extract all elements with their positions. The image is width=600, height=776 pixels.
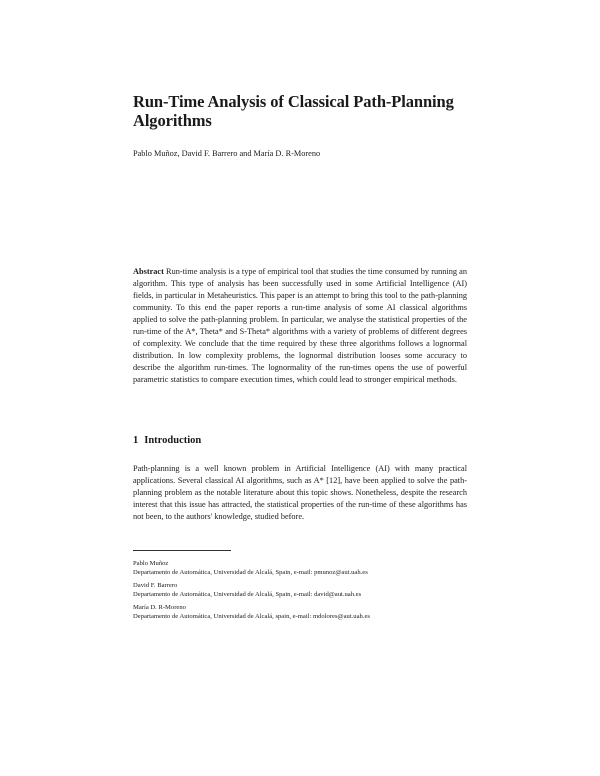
abstract — [133, 266, 467, 386]
footnote-affiliation: Departamento de Automática, Universidad de Alcalá, Spain, e-mail: pmunoz@aut.uah.es — [133, 569, 368, 577]
footnote-item — [133, 559, 503, 577]
paper-title: Run-Time Analysis of Classical Path-Planning Algorithms — [133, 92, 454, 130]
footnote-item — [133, 603, 503, 621]
author-list: Pablo Muñoz, David F. Barrero and María D. R-Moreno — [133, 149, 321, 158]
section-heading — [133, 435, 201, 446]
footnote-divider — [133, 550, 231, 551]
footnote-author-name: David F. Barrero — [133, 582, 178, 589]
footnote-affiliation: Departamento de Automática, Universidad de Alcalá, spain, e-mail: mdolores@aut.uah.es — [133, 613, 370, 621]
section-number: 1 — [133, 435, 139, 446]
introduction-paragraph: Path-planning is a well known problem in Artificial Intelligence (AI) with many practical applications. Several classical AI algorithms, such as A* [12], have been applied to solve the path-planning problem as the notable literature about this topic shows. Nonetheless, despite the research interest that this issue has attracted, the statistical properties of the run-time of these algorithms has not been, to the authors' knowledge, studied before. — [133, 464, 467, 522]
abstract-text: Run-time analysis is a type of empirical tool that studies the time consumed by running an algorithm. This type of analysis has been successfully used in some Artificial Intelligence (AI) fields, in particular in Metaheuristics. This paper is an attempt to bring this tool to the path-planning community. To this end the paper reports a run-time analysis of some AI classical algorithms applied to solve the path-planning problem. In particular, we analyse the statistical properties of the run-time of the A*, Theta* and S-Theta* algorithms with a variety of problems of different degrees of complexity. We conclude that the time required by these three algorithms follows a lognormal distribution. In low complexity problems, the lognormal distribution looses some accuracy to describe the algorithm run-times. The lognormality of the run-times opens the use of powerful parametric statistics to compare execution times, which could lead to stronger empirical methods. — [133, 267, 467, 385]
footnote-author-name: María D. R-Moreno — [133, 604, 186, 611]
footnote-author-name: Pablo Muñoz — [133, 560, 169, 567]
footnote-item — [133, 581, 503, 599]
abstract-label: Abstract — [133, 267, 164, 276]
author-footnotes — [133, 559, 503, 625]
footnote-affiliation: Departamento de Automática, Universidad de Alcalá, Spain, e-mail: david@aut.uah.es — [133, 591, 362, 599]
section-title: Introduction — [144, 435, 202, 446]
